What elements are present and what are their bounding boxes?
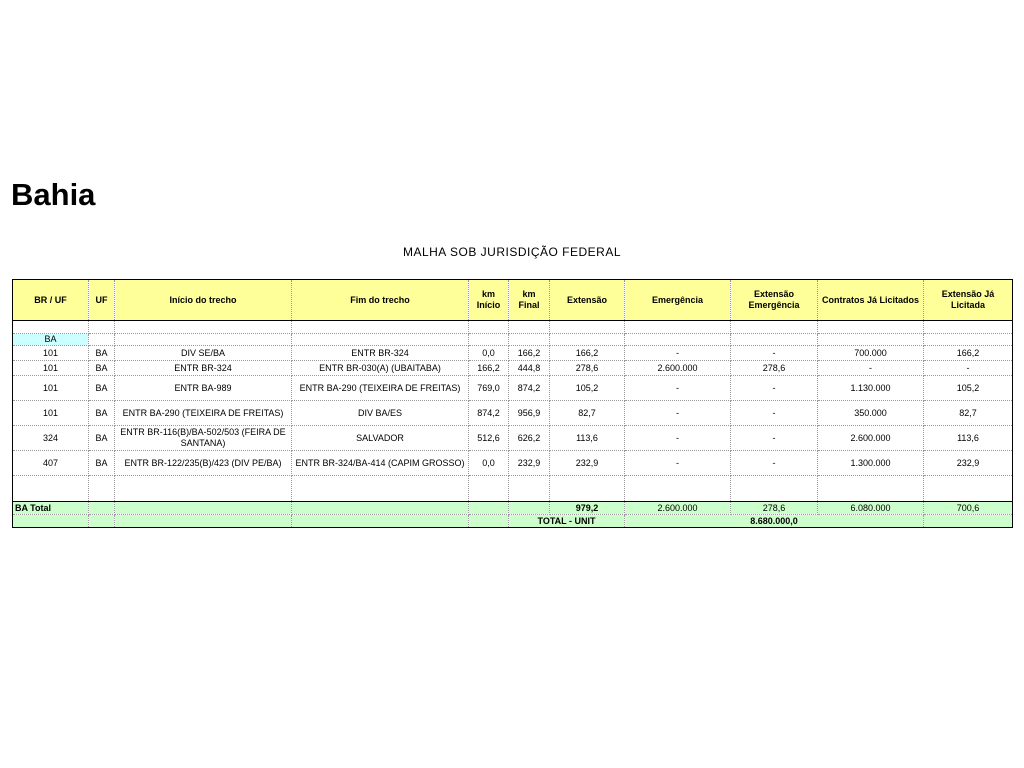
cell-fim: ENTR BR-324/BA-414 (CAPIM GROSSO) bbox=[292, 451, 469, 476]
cell-br: 407 bbox=[13, 451, 89, 476]
table-row bbox=[13, 346, 1013, 361]
cell-inicio: ENTR BA-290 (TEIXEIRA DE FREITAS) bbox=[115, 401, 292, 426]
cell-ext-licitada: 166,2 bbox=[924, 346, 1013, 361]
cell-contratos: 2.600.000 bbox=[818, 426, 924, 451]
col-fim: Fim do trecho bbox=[292, 280, 469, 321]
cell-uf: BA bbox=[89, 376, 115, 401]
cell-extensao: 113,6 bbox=[550, 426, 625, 451]
total-row bbox=[13, 502, 1013, 515]
cell-fim: ENTR BR-324 bbox=[292, 346, 469, 361]
cell-br: 101 bbox=[13, 361, 89, 376]
cell-km-final: 166,2 bbox=[509, 346, 550, 361]
col-km-inicio: km Início bbox=[469, 280, 509, 321]
group-row bbox=[13, 334, 1013, 346]
table-row bbox=[13, 451, 1013, 476]
cell-ext-licitada: 105,2 bbox=[924, 376, 1013, 401]
spacer-row bbox=[13, 321, 1013, 334]
cell-br: 101 bbox=[13, 376, 89, 401]
grand-total-row bbox=[13, 515, 1013, 528]
header-row bbox=[13, 280, 1013, 321]
cell-extensao: 166,2 bbox=[550, 346, 625, 361]
cell-inicio: ENTR BR-324 bbox=[115, 361, 292, 376]
cell-emergencia: - bbox=[625, 451, 731, 476]
cell-km-inicio: 0,0 bbox=[469, 346, 509, 361]
cell-contratos: 700.000 bbox=[818, 346, 924, 361]
cell-km-final: 874,2 bbox=[509, 376, 550, 401]
cell-extensao: 82,7 bbox=[550, 401, 625, 426]
cell-emergencia: - bbox=[625, 401, 731, 426]
total-contratos: 6.080.000 bbox=[818, 502, 924, 515]
cell-extensao: 232,9 bbox=[550, 451, 625, 476]
cell-km-final: 956,9 bbox=[509, 401, 550, 426]
col-ext-licitada: Extensão Já Licitada bbox=[924, 280, 1013, 321]
table-row bbox=[13, 376, 1013, 401]
col-uf: UF bbox=[89, 280, 115, 321]
cell-ext-emergencia: - bbox=[731, 346, 818, 361]
col-extensao: Extensão bbox=[550, 280, 625, 321]
cell-br: 101 bbox=[13, 401, 89, 426]
col-km-final: km Final bbox=[509, 280, 550, 321]
cell-ext-licitada: 113,6 bbox=[924, 426, 1013, 451]
cell-inicio: ENTR BA-989 bbox=[115, 376, 292, 401]
cell-ext-licitada: 232,9 bbox=[924, 451, 1013, 476]
cell-inicio: ENTR BR-116(B)/BA-502/503 (FEIRA DE SANTANA) bbox=[115, 426, 292, 451]
col-br-uf: BR / UF bbox=[13, 280, 89, 321]
cell-fim: ENTR BA-290 (TEIXEIRA DE FREITAS) bbox=[292, 376, 469, 401]
cell-emergencia: 2.600.000 bbox=[625, 361, 731, 376]
cell-uf: BA bbox=[89, 426, 115, 451]
cell-inicio: DIV SE/BA bbox=[115, 346, 292, 361]
cell-uf: BA bbox=[89, 346, 115, 361]
cell-uf: BA bbox=[89, 401, 115, 426]
col-inicio: Início do trecho bbox=[115, 280, 292, 321]
cell-contratos: 350.000 bbox=[818, 401, 924, 426]
group-label: BA bbox=[13, 334, 89, 346]
cell-ext-emergencia: 278,6 bbox=[731, 361, 818, 376]
cell-fim: SALVADOR bbox=[292, 426, 469, 451]
cell-inicio: ENTR BR-122/235(B)/423 (DIV PE/BA) bbox=[115, 451, 292, 476]
cell-ext-licitada: - bbox=[924, 361, 1013, 376]
cell-contratos: 1.300.000 bbox=[818, 451, 924, 476]
cell-contratos: 1.130.000 bbox=[818, 376, 924, 401]
col-emergencia: Emergência bbox=[625, 280, 731, 321]
cell-km-inicio: 874,2 bbox=[469, 401, 509, 426]
total-extensao: 979,2 bbox=[550, 502, 625, 515]
cell-emergencia: - bbox=[625, 346, 731, 361]
data-table bbox=[12, 279, 1013, 528]
table-footer bbox=[13, 476, 1013, 528]
total-ext-licitada: 700,6 bbox=[924, 502, 1013, 515]
slide-title: Bahia bbox=[11, 177, 96, 212]
cell-fim: DIV BA/ES bbox=[292, 401, 469, 426]
cell-ext-emergencia: - bbox=[731, 376, 818, 401]
grand-total-label: TOTAL - UNIT bbox=[509, 515, 625, 528]
data-rows bbox=[13, 346, 1013, 476]
col-contratos: Contratos Já Licitados bbox=[818, 280, 924, 321]
cell-km-inicio: 0,0 bbox=[469, 451, 509, 476]
total-emergencia: 2.600.000 bbox=[625, 502, 731, 515]
cell-km-final: 444,8 bbox=[509, 361, 550, 376]
cell-km-inicio: 166,2 bbox=[469, 361, 509, 376]
table-body bbox=[13, 321, 1013, 346]
table-row bbox=[13, 426, 1013, 451]
cell-fim: ENTR BR-030(A) (UBAITABA) bbox=[292, 361, 469, 376]
cell-uf: BA bbox=[89, 451, 115, 476]
grand-total-value: 8.680.000,0 bbox=[625, 515, 924, 528]
cell-ext-emergencia: - bbox=[731, 401, 818, 426]
cell-emergencia: - bbox=[625, 376, 731, 401]
total-label: BA Total bbox=[13, 502, 89, 515]
table-row bbox=[13, 401, 1013, 426]
cell-ext-emergencia: - bbox=[731, 426, 818, 451]
cell-ext-licitada: 82,7 bbox=[924, 401, 1013, 426]
col-ext-emergencia: Extensão Emergência bbox=[731, 280, 818, 321]
cell-extensao: 278,6 bbox=[550, 361, 625, 376]
table-row bbox=[13, 361, 1013, 376]
cell-ext-emergencia: - bbox=[731, 451, 818, 476]
cell-km-inicio: 769,0 bbox=[469, 376, 509, 401]
spacer-row bbox=[13, 476, 1013, 502]
cell-km-final: 232,9 bbox=[509, 451, 550, 476]
table-caption: MALHA SOB JURISDIÇÃO FEDERAL bbox=[402, 245, 622, 259]
cell-br: 101 bbox=[13, 346, 89, 361]
total-ext-emergencia: 278,6 bbox=[731, 502, 818, 515]
cell-uf: BA bbox=[89, 361, 115, 376]
cell-km-final: 626,2 bbox=[509, 426, 550, 451]
cell-km-inicio: 512,6 bbox=[469, 426, 509, 451]
cell-br: 324 bbox=[13, 426, 89, 451]
cell-contratos: - bbox=[818, 361, 924, 376]
cell-emergencia: - bbox=[625, 426, 731, 451]
cell-extensao: 105,2 bbox=[550, 376, 625, 401]
